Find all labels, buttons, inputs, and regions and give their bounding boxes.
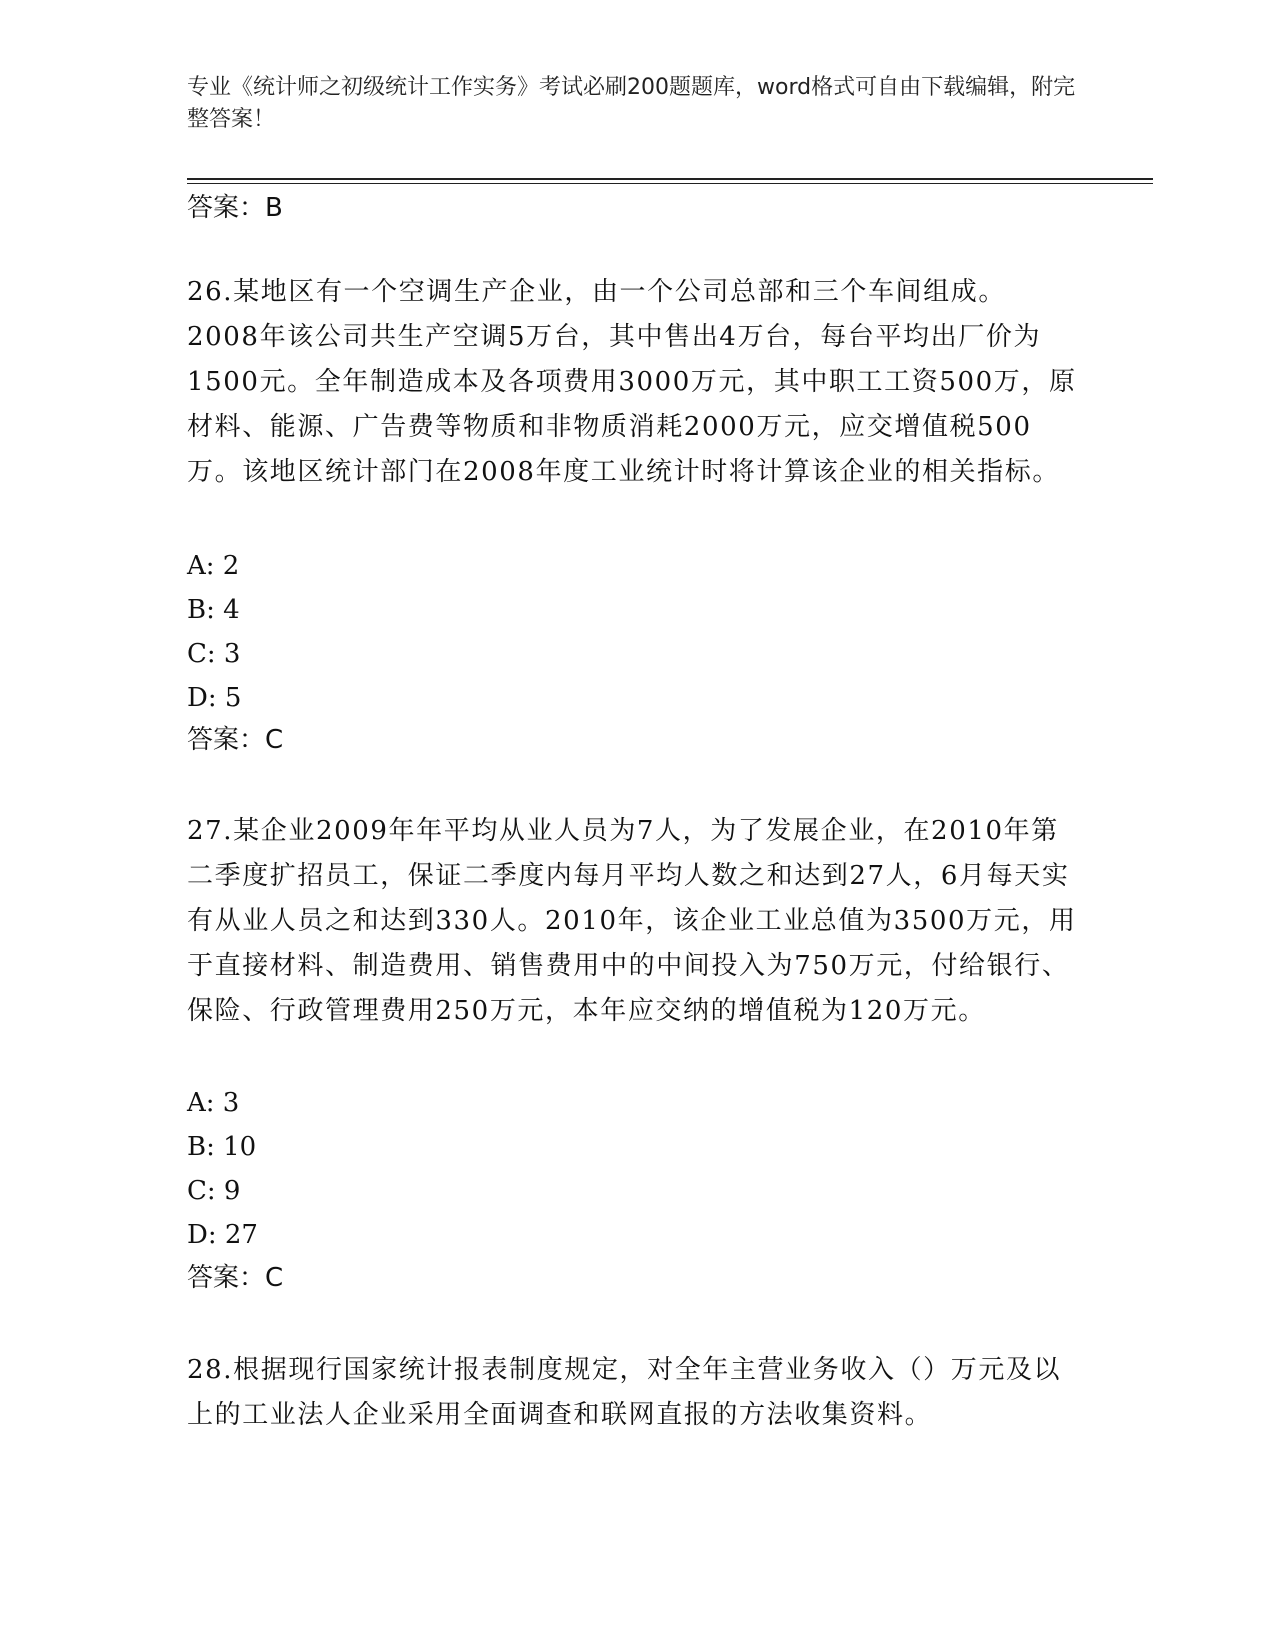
header-rule-thick xyxy=(187,178,1153,180)
question-27-option-c: C: 9 xyxy=(187,1176,241,1206)
question-28-text: 28.根据现行国家统计报表制度规定，对全年主营业务收入（）万元及以上的工业法人企业采用全面调查和联网直报的方法收集资料。 xyxy=(187,1355,1062,1430)
question-26-text: 26.某地区有一个空调生产企业，由一个公司总部和三个车间组成。2008年该公司共生产空调5万台，其中售出4万台，每台平均出厂价为1500元。全年制造成本及各项费用3000万元，其中职工工资500万，原材料、能源、广告费等物质和非物质消耗2000万元，应交增值税500万。该地区统计部门在2008年度工业统计时将计算该企业的相关指标。 xyxy=(187,277,1077,487)
document-header: 专业《统计师之初级统计工作实务》考试必刷200题题库，word格式可自由下载编辑，附完整答案！ xyxy=(187,75,1076,132)
question-26-option-b: B: 4 xyxy=(187,595,240,625)
question-27-option-d: D: 27 xyxy=(187,1220,258,1250)
question-26-option-c: C: 3 xyxy=(187,639,241,669)
question-27-answer: 答案：C xyxy=(187,1263,284,1293)
answer-prev: 答案：B xyxy=(187,193,283,223)
question-26-option-a: A: 2 xyxy=(187,551,240,581)
question-27-option-a: A: 3 xyxy=(187,1088,240,1118)
question-27-text: 27.某企业2009年年平均从业人员为7人，为了发展企业，在2010年第二季度扩招员工，保证二季度内每月平均人数之和达到27人，6月每天实有从业人员之和达到330人。2010年，该企业工业总值为3500万元，用于直接材料、制造费用、销售费用中的中间投入为750万元，付给银行、保险、行政管理费用250万元，本年应交纳的增值税为120万元。 xyxy=(187,816,1077,1026)
question-27-option-b: B: 10 xyxy=(187,1132,257,1162)
question-26-answer: 答案：C xyxy=(187,725,284,755)
header-rule-thin xyxy=(187,183,1153,184)
question-26-option-d: D: 5 xyxy=(187,683,242,713)
